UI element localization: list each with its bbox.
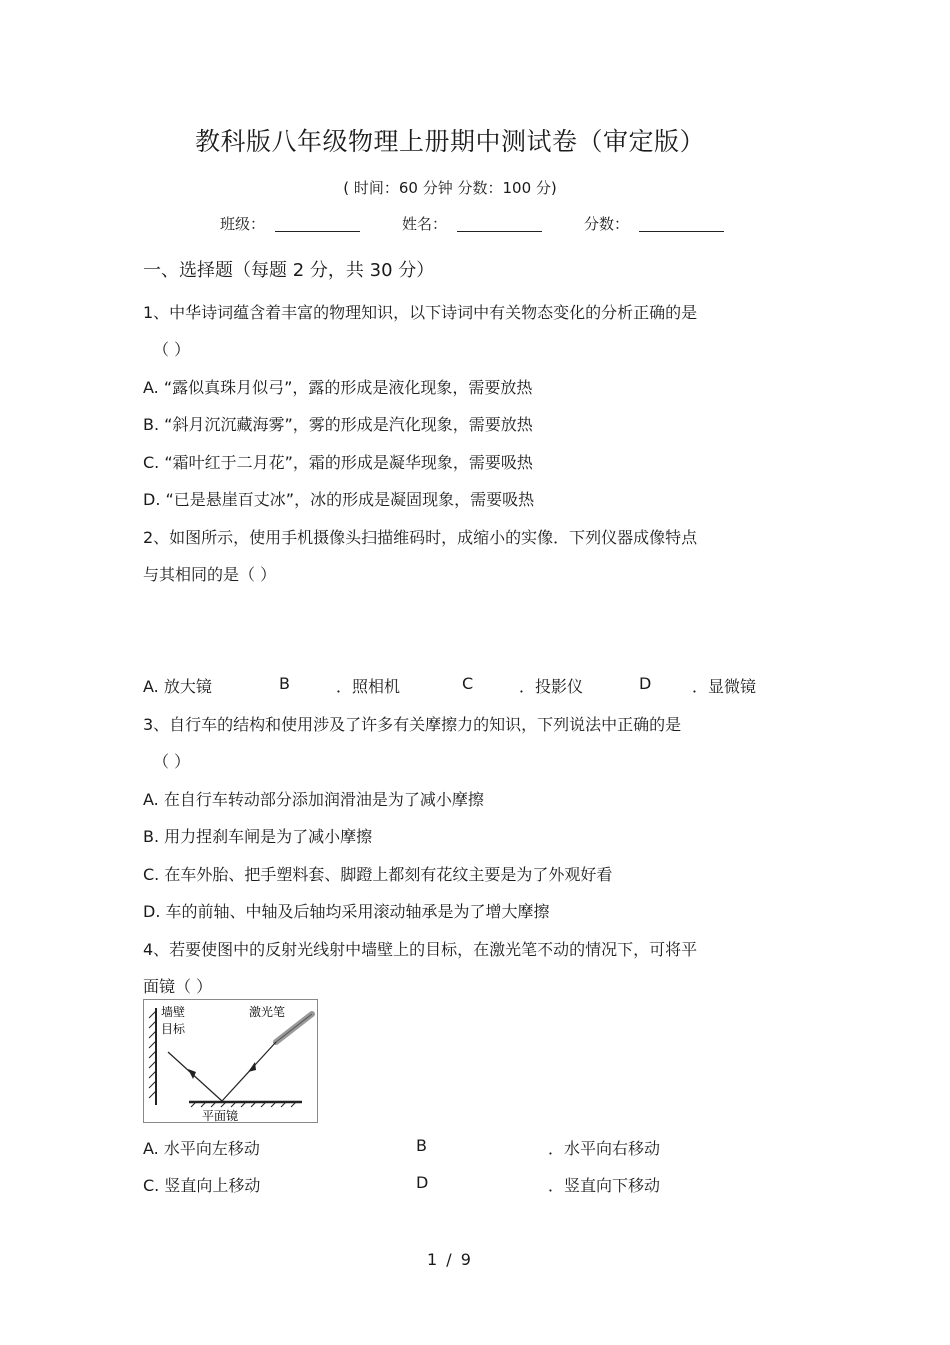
score-blank [639,217,724,232]
q4-option-d-text: ．竖直向下移动 [548,1176,661,1195]
wall-hatching [149,1011,156,1098]
class-field [220,213,360,234]
name-blank [457,217,542,232]
reflected-ray [168,1052,222,1101]
q3-option-c: C. 在车外胎、把手塑料套、脚蹬上都刻有花纹主要是为了外观好看 [143,865,613,884]
q3-option-a: A. 在自行车转动部分添加润滑油是为了减小摩擦 [143,790,484,809]
label-target: 目标 [161,1022,186,1036]
q2-stem-line1: 2、如图所示，使用手机摄像头扫描维码时，成缩小的实像．下列仪器成像特点 [143,528,698,547]
q2-option-b-text: ．照相机 [336,677,401,696]
q2-stem-line2: 与其相同的是（ ） [143,565,277,584]
q4-option-a: A. 水平向左移动 [143,1139,260,1158]
q3-stem-line1: 3、自行车的结构和使用涉及了许多有关摩擦力的知识，下列说法中正确的是 [143,715,682,734]
mirror-diagram [143,999,318,1123]
q4-option-c: C. 竖直向上移动 [143,1176,261,1195]
score-label: 分数： [584,215,630,233]
q2-option-d-letter: D [639,674,652,693]
q1-stem-line2: （ ） [153,340,191,359]
score-field [584,213,724,234]
label-wall: 墙壁 [161,1005,186,1019]
q4-option-d-letter: D [416,1173,429,1192]
q2-option-c-text: ．投影仪 [519,677,584,696]
incident-arrow-icon [248,1062,256,1072]
exam-info: ( 时间：60 分钟 分数：100 分) [343,179,557,197]
q4-option-b-text: ．水平向右移动 [548,1139,661,1158]
name-field [402,213,542,234]
q2-option-b-letter: B [279,674,290,693]
q4-stem-line2: 面镜（ ） [143,977,213,996]
page-number: 1 / 9 [427,1250,473,1269]
q1-option-c: C. “霜叶红于二月花”，霜的形成是凝华现象，需要吸热 [143,453,533,472]
q2-option-c-letter: C [462,674,474,693]
q3-stem-line2: （ ） [153,752,191,771]
class-blank [275,217,360,232]
q1-option-b: B. “斜月沉沉藏海雾”，雾的形成是汽化现象，需要放热 [143,415,533,434]
q4-option-b-letter: B [416,1136,427,1155]
section-heading: 一、选择题（每题 2 分，共 30 分） [143,260,435,281]
q2-option-d-text: ．显微镜 [692,677,757,696]
mirror-diagram-svg [144,1000,317,1122]
q1-stem-line1: 1、中华诗词蕴含着丰富的物理知识，以下诗词中有关物态变化的分析正确的是 [143,303,698,322]
label-laser: 激光笔 [249,1005,286,1019]
reflected-arrow-icon [188,1069,196,1079]
q4-stem-line1: 4、若要使图中的反射光线射中墙壁上的目标，在激光笔不动的情况下，可将平 [143,940,698,959]
class-label: 班级： [220,215,266,233]
q3-option-b: B. 用力捏刹车闸是为了减小摩擦 [143,827,373,846]
q1-option-a: A. “露似真珠月似弓”，露的形成是液化现象，需要放热 [143,378,533,397]
name-label: 姓名： [402,215,448,233]
q1-option-d: D. “已是悬崖百丈冰”，冰的形成是凝固现象，需要吸热 [143,490,535,509]
q2-option-a: A. 放大镜 [143,677,212,696]
label-mirror: 平面镜 [202,1109,239,1122]
page-title: 教科版八年级物理上册期中测试卷（审定版） [194,127,705,156]
q3-option-d: D. 车的前轴、中轴及后轴均采用滚动轴承是为了增大摩擦 [143,902,550,921]
